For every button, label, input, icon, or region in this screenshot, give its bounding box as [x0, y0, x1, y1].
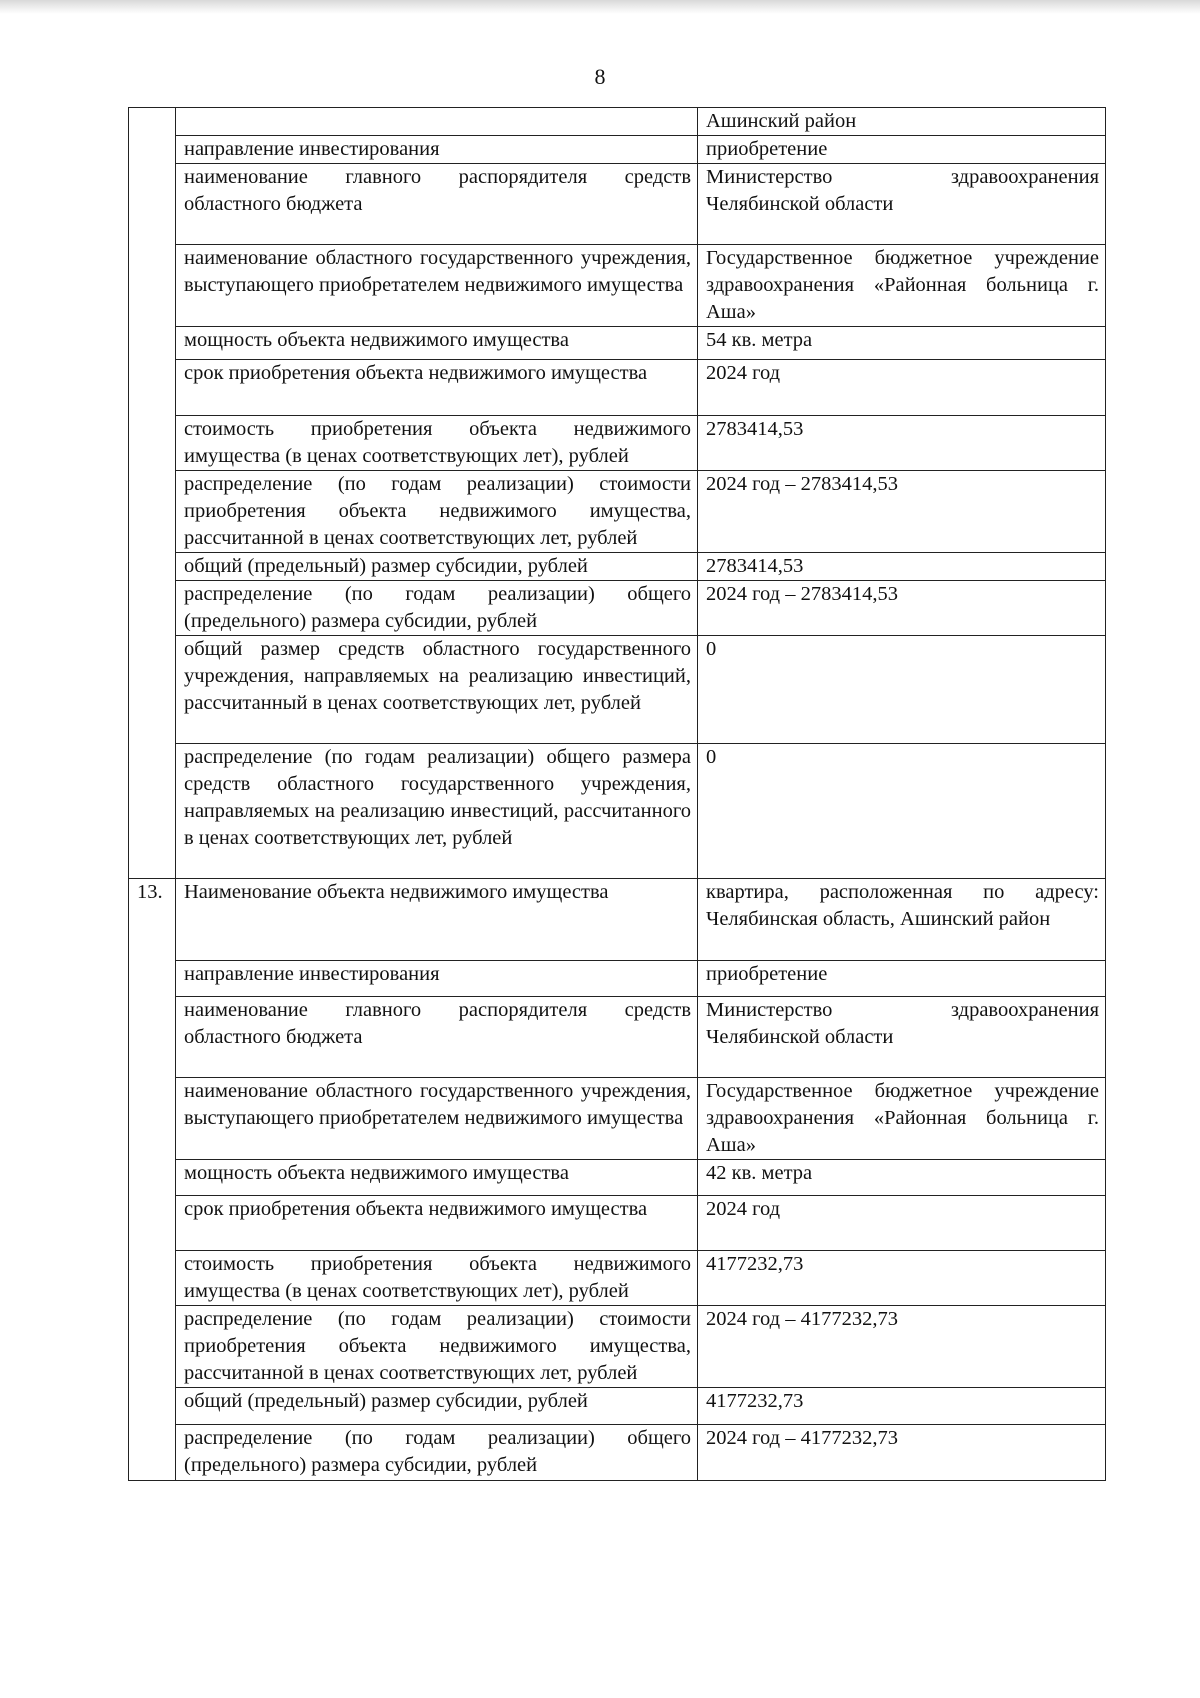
row-value-cell: 0 — [698, 636, 1106, 744]
row-label-cell — [176, 108, 698, 136]
row-label-cell: направление инвестирования — [176, 136, 698, 164]
row-number-cell: 13. — [129, 879, 176, 1481]
row-value-cell: 4177232,73 — [698, 1251, 1106, 1306]
row-label-cell: общий (предельный) размер субсидии, рублей — [176, 553, 698, 581]
row-label-cell: срок приобретения объекта недвижимого имущества — [176, 360, 698, 416]
table-row — [129, 879, 1106, 961]
row-value-cell: квартира, расположенная по адресу: Челябинская область, Ашинский район — [698, 879, 1106, 961]
row-value-cell: 54 кв. метра — [698, 327, 1106, 360]
row-label-cell: Наименование объекта недвижимого имущества — [176, 879, 698, 961]
row-label-cell: мощность объекта недвижимого имущества — [176, 327, 698, 360]
row-value-cell: 2024 год – 4177232,73 — [698, 1306, 1106, 1388]
table-row — [129, 1251, 1106, 1306]
row-label-cell: распределение (по годам реализации) общего (предельного) размера субсидии, рублей — [176, 581, 698, 636]
table-row — [129, 108, 1106, 136]
table-row — [129, 1388, 1106, 1425]
row-label-cell: мощность объекта недвижимого имущества — [176, 1160, 698, 1196]
row-label-cell: распределение (по годам реализации) общего (предельного) размера субсидии, рублей — [176, 1425, 698, 1481]
table-row — [129, 997, 1106, 1078]
table-row — [129, 327, 1106, 360]
row-label-cell: общий (предельный) размер субсидии, рублей — [176, 1388, 698, 1425]
row-value-cell: 2024 год – 2783414,53 — [698, 581, 1106, 636]
table-row — [129, 1160, 1106, 1196]
row-value-cell: 2024 год — [698, 1196, 1106, 1251]
table-row — [129, 636, 1106, 744]
table-row — [129, 581, 1106, 636]
row-label-cell: общий размер средств областного государственного учреждения, направляемых на реализацию инвестиций, рассчитанный в ценах соответствующих лет, рублей — [176, 636, 698, 744]
table-row — [129, 471, 1106, 553]
row-value-cell: 2783414,53 — [698, 416, 1106, 471]
row-label-cell: наименование областного государственного учреждения, выступающего приобретателем недвижимого имущества — [176, 1078, 698, 1160]
row-value-cell: Государственное бюджетное учреждение здравоохранения «Районная больница г. Аша» — [698, 245, 1106, 327]
row-value-cell: Министерство здравоохранения Челябинской области — [698, 164, 1106, 245]
row-value-cell: 4177232,73 — [698, 1388, 1106, 1425]
row-label-cell: наименование областного государственного учреждения, выступающего приобретателем недвижимого имущества — [176, 245, 698, 327]
row-value-cell: приобретение — [698, 961, 1106, 997]
row-label-cell: срок приобретения объекта недвижимого имущества — [176, 1196, 698, 1251]
row-value-cell: Министерство здравоохранения Челябинской области — [698, 997, 1106, 1078]
row-value-cell: 42 кв. метра — [698, 1160, 1106, 1196]
investment-objects-table — [128, 107, 1106, 1481]
row-label-cell: распределение (по годам реализации) стоимости приобретения объекта недвижимого имущества, рассчитанной в ценах соответствующих лет, рублей — [176, 471, 698, 553]
row-label-cell: стоимость приобретения объекта недвижимого имущества (в ценах соответствующих лет), рублей — [176, 1251, 698, 1306]
table-row — [129, 961, 1106, 997]
row-number-cell — [129, 108, 176, 879]
row-value-cell: 0 — [698, 744, 1106, 879]
table-row — [129, 744, 1106, 879]
table-row — [129, 416, 1106, 471]
scan-edge — [0, 0, 1200, 14]
table-row — [129, 164, 1106, 245]
table-row — [129, 1425, 1106, 1481]
row-label-cell: распределение (по годам реализации) стоимости приобретения объекта недвижимого имущества, рассчитанной в ценах соответствующих лет, рублей — [176, 1306, 698, 1388]
row-value-cell: Ашинский район — [698, 108, 1106, 136]
row-value-cell: 2024 год — [698, 360, 1106, 416]
row-label-cell: наименование главного распорядителя средств областного бюджета — [176, 164, 698, 245]
row-value-cell: приобретение — [698, 136, 1106, 164]
table-row — [129, 245, 1106, 327]
table-row — [129, 360, 1106, 416]
row-label-cell: распределение (по годам реализации) общего размера средств областного государственного учреждения, направляемых на реализацию инвестиций, рассчитанного в ценах соответствующих лет, рублей — [176, 744, 698, 879]
row-value-cell: Государственное бюджетное учреждение здравоохранения «Районная больница г. Аша» — [698, 1078, 1106, 1160]
table-row — [129, 1078, 1106, 1160]
page-number: 8 — [594, 64, 606, 89]
table-row — [129, 1196, 1106, 1251]
row-label-cell: направление инвестирования — [176, 961, 698, 997]
row-label-cell: стоимость приобретения объекта недвижимого имущества (в ценах соответствующих лет), рублей — [176, 416, 698, 471]
row-value-cell: 2024 год – 2783414,53 — [698, 471, 1106, 553]
row-value-cell: 2783414,53 — [698, 553, 1106, 581]
row-label-cell: наименование главного распорядителя средств областного бюджета — [176, 997, 698, 1078]
row-value-cell: 2024 год – 4177232,73 — [698, 1425, 1106, 1481]
table-row — [129, 136, 1106, 164]
table-row — [129, 1306, 1106, 1388]
table-row — [129, 553, 1106, 581]
